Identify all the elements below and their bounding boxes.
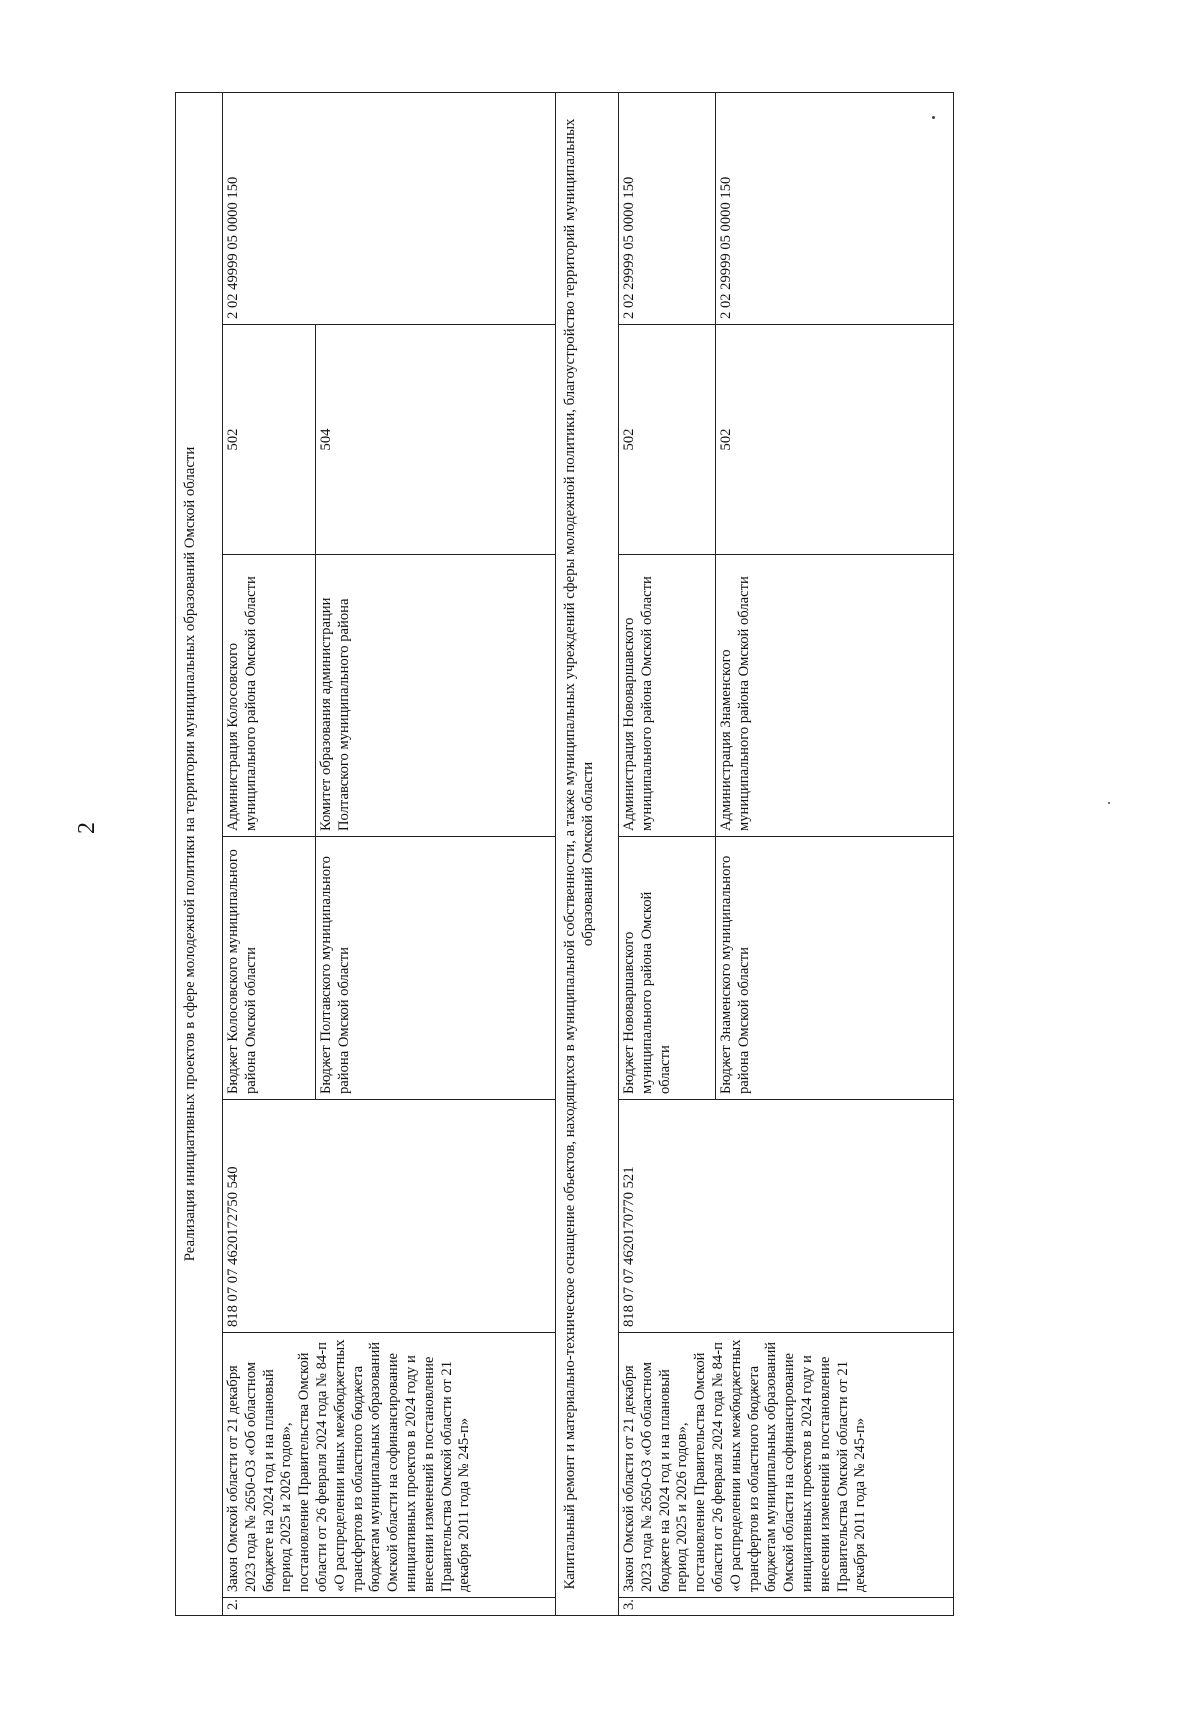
income-code: 2 02 49999 05 0000 150: [223, 92, 316, 324]
administrator-name: Администрация Знаменского муниципального района Омской области: [716, 555, 954, 837]
recipient-budget: Бюджет Колосовского муниципального района Омской области: [223, 837, 316, 1100]
rotated-table-wrapper: [175, 93, 1067, 1616]
administrator-code: 502: [716, 325, 954, 555]
administrator-name: Комитет образования администрации Полтавского муниципального района: [316, 555, 556, 837]
section-heading: Реализация инициативных проектов в сфере молодежной политики на территории муниципальных образований Омской области: [176, 92, 223, 1615]
budget-classification-code: 818 07 07 4620170770 521: [619, 1100, 954, 1333]
recipient-budget: Бюджет Знаменского муниципального района Омской области: [716, 837, 954, 1100]
legal-basis-cell: Закон Омской области от 21 декабря 2023 года № 2650-ОЗ «Об областном бюджете на 2024 год и на плановый период 2025 и 2026 годов», постановление Правительства Омской области от 26 февраля 2024 года № 84-п «О распределении иных межбюджетных трансфертов из областного бюджета бюджетам муниципальных образований Омской области на софинансирование инициативных проектов в 2024 году и внесении изменений в постановление Правительства Омской области от 21 декабря 2011 года № 245-п»: [223, 1333, 556, 1598]
administrator-name: Администрация Колосовского муниципального района Омской области: [223, 555, 316, 837]
income-code: [316, 92, 556, 324]
page-number: 2: [74, 822, 100, 834]
transfers-table: [175, 92, 954, 1616]
administrator-name: Администрация Нововаршавского муниципального района Омской области: [619, 555, 716, 837]
recipient-budget: Бюджет Нововаршавского муниципального района Омской области: [619, 837, 716, 1100]
budget-classification-code: 818 07 07 4620172750 540: [223, 1100, 556, 1333]
legal-basis-cell: Закон Омской области от 21 декабря 2023 года № 2650-ОЗ «Об областном бюджете на 2024 год и на плановый период 2025 и 2026 годов», постановление Правительства Омской области от 26 февраля 2024 года № 84-п «О распределении иных межбюджетных трансфертов из областного бюджета бюджетам муниципальных образований Омской области на софинансирование инициативных проектов в 2024 году и внесении изменений в постановление Правительства Омской области от 21 декабря 2011 года № 245-п»: [619, 1333, 954, 1598]
administrator-code: 502: [223, 325, 316, 555]
row-number: 3.: [619, 1598, 954, 1616]
recipient-budget: Бюджет Полтавского муниципального района Омской области: [316, 837, 556, 1100]
row-number: 2.: [223, 1598, 556, 1616]
section-heading: Капитальный ремонт и материально-техническое оснащение объектов, находящихся в муниципальной собственности, а также муниципальных учреждений сферы молодежной политики, благоустройство территорий муниципальных образований Омской области: [556, 92, 619, 1615]
scan-speck: [1108, 802, 1110, 804]
administrator-code: 504: [316, 325, 556, 555]
income-code: 2 02 29999 05 0000 150: [716, 92, 954, 324]
administrator-code: 502: [619, 325, 716, 555]
income-code: 2 02 29999 05 0000 150: [619, 92, 716, 324]
